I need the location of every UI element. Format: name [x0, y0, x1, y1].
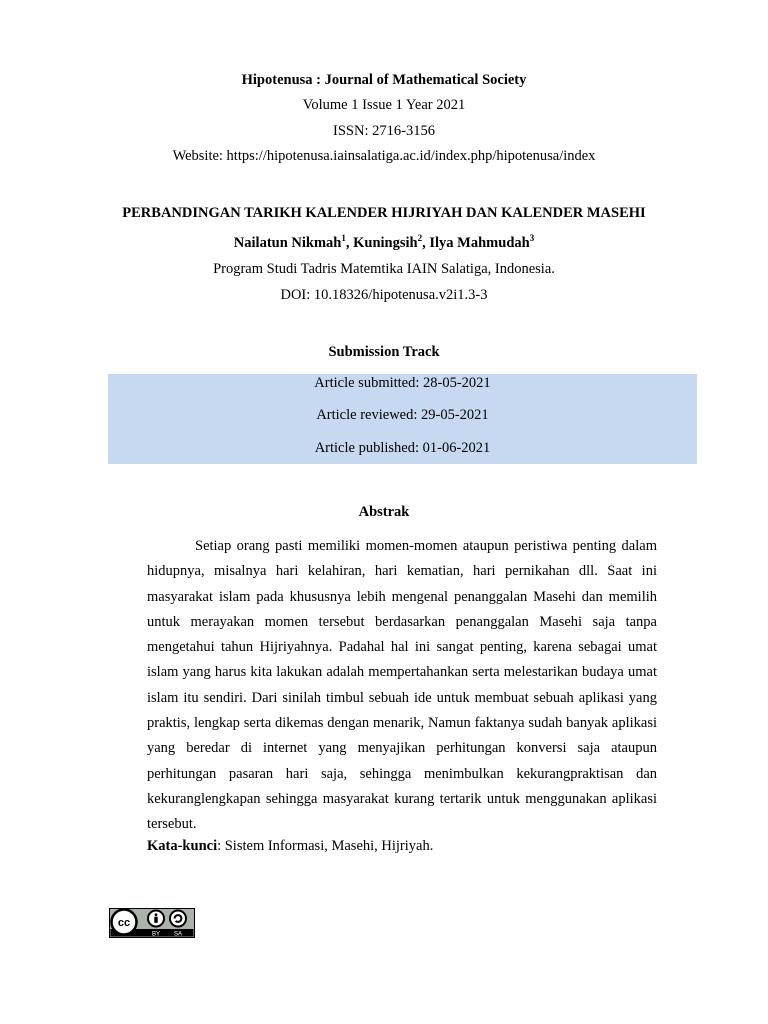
author-affiliation-mark: 1 [341, 233, 346, 244]
by-label: BY [151, 931, 161, 938]
journal-website: Website: https://hipotenusa.iainsalatiga.ac.id/index.php/hipotenusa/index [172, 148, 596, 164]
article-published: Article published: 01-06-2021 [314, 440, 491, 456]
author-affiliation-mark: 3 [529, 233, 535, 244]
keywords-value: : Sistem Informasi, Masehi, Hijriyah. [217, 838, 434, 854]
affiliation: Program Studi Tadris Matemtika IAIN Salatiga, Indonesia. [213, 261, 555, 277]
sa-label: SA [173, 931, 183, 938]
keywords [147, 837, 667, 855]
doi: DOI: 10.18326/hipotenusa.v2i1.3-3 [280, 287, 488, 303]
author-name: Nailatun Nikmah [233, 235, 342, 251]
volume-info: Volume 1 Issue 1 Year 2021 [302, 97, 466, 113]
author-separator: , [345, 235, 354, 251]
abstract-body: Setiap orang pasti memiliki momen-momen ataupun peristiwa penting dalam hidupnya, misalnya hari kelahiran, hari kematian, hari pernikahan dll. Saat ini masyarakat islam pada khususnya lebih mengenal penanggalan Masehi dan memilih untuk merayakan momen tersebut berdasarkan penanggalan Masehi saja tanpa mengetahui tahun Hijriyahnya. Padahal hal ini sangat penting, karena sebagai umat islam yang harus kita lakukan adalah mempertahankan serta melestarikan budaya umat islam itu sendiri. Dari sinilah timbul sebuah ide untuk membuat sebuah aplikasi yang praktis, lengkap serta dikemas dengan menarik, Namun faktanya sudah banyak aplikasi yang beredar di internet yang menyajikan perhitungan konversi saja ataupun perhitungan pasaran hari saja, sehingga menimbulkan kekurangpraktisan dan kekuranglengkapan sehingga masyarakat kurang tertarik untuk menggunakan aplikasi tersebut. [147, 538, 657, 833]
author-separator: , [422, 235, 430, 251]
author-list [0, 234, 768, 252]
journal-title: Hipotenusa : Journal of Mathematical Society [241, 72, 527, 88]
submission-track-box [108, 374, 697, 464]
cc-by-sa-icon [109, 908, 195, 938]
article-reviewed: Article reviewed: 29-05-2021 [316, 407, 489, 423]
submission-track-heading: Submission Track [328, 344, 440, 360]
author-affiliation-mark: 2 [417, 233, 423, 244]
author-name: Kuningsih [353, 235, 418, 251]
cc-label: cc [117, 917, 131, 929]
keywords-label: Kata-kunci [147, 838, 218, 854]
article-submitted: Article submitted: 28-05-2021 [314, 375, 491, 391]
issn: ISSN: 2716-3156 [333, 123, 435, 139]
paper-title: PERBANDINGAN TARIKH KALENDER HIJRIYAH DAN KALENDER MASEHI [122, 205, 646, 221]
author-name: Ilya Mahmudah [429, 235, 530, 251]
abstract-heading: Abstrak [358, 504, 410, 520]
